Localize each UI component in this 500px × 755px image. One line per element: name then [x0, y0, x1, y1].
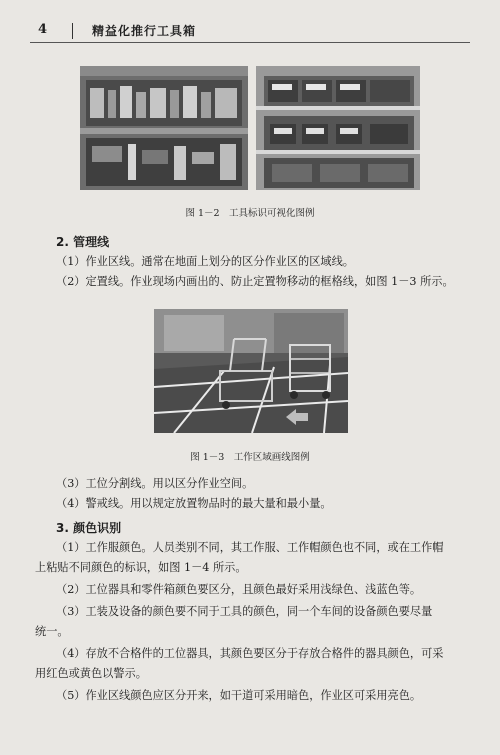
paragraph-fixed-position-line: （2）定置线。作业现场内画出的、防止定置物移动的框格线，如图 1－3 所示。	[56, 275, 454, 288]
paragraph-color-4-cont: 用红色或黄色以警示。	[35, 667, 147, 680]
floor-lines-photo	[154, 309, 348, 433]
page-number: 4	[38, 22, 48, 37]
paragraph-color-1: （1）工作服颜色。人员类别不同，其工作服、工作帽颜色也不同，或在工作帽	[56, 541, 444, 554]
paragraph-color-4: （4）存放不合格件的工位器具，其颜色要区分于存放合格件的器具颜色，可采	[56, 647, 444, 660]
paragraph-work-area-line: （1）作业区线。通常在地面上划分的区分作业区的区域线。	[56, 255, 354, 268]
tool-labeling-photo-right	[256, 66, 420, 190]
figure-1-3-caption: 图 1－3 工作区域画线图例	[190, 452, 310, 463]
page-header	[0, 20, 500, 42]
running-title: 精益化推行工具箱	[92, 24, 197, 38]
paragraph-warning-line: （4）警戒线。用以规定放置物品时的最大量和最小量。	[56, 497, 332, 510]
header-separator	[72, 23, 73, 39]
paragraph-color-3: （3）工装及设备的颜色要不同于工具的颜色，同一个车间的设备颜色要尽量	[56, 605, 433, 618]
paragraph-color-5: （5）作业区线颜色应区分开来，如干道可采用暗色，作业区可采用亮色。	[56, 689, 422, 702]
figure-1-2-caption: 图 1－2 工具标识可视化图例	[185, 208, 315, 219]
section-heading-color-identification: 3. 颜色识别	[56, 521, 122, 535]
tool-labeling-photo-left	[80, 66, 248, 190]
header-rule	[30, 42, 470, 43]
section-heading-management-lines: 2. 管理线	[56, 235, 110, 249]
paragraph-color-2: （2）工位器具和零件箱颜色要区分，且颜色最好采用浅绿色、浅蓝色等。	[56, 583, 422, 596]
paragraph-color-1-cont: 上粘贴不同颜色的标识，如图 1－4 所示。	[35, 561, 247, 574]
paragraph-color-3-cont: 统一。	[35, 625, 69, 638]
paragraph-workstation-line: （3）工位分割线。用以区分作业空间。	[56, 477, 254, 490]
